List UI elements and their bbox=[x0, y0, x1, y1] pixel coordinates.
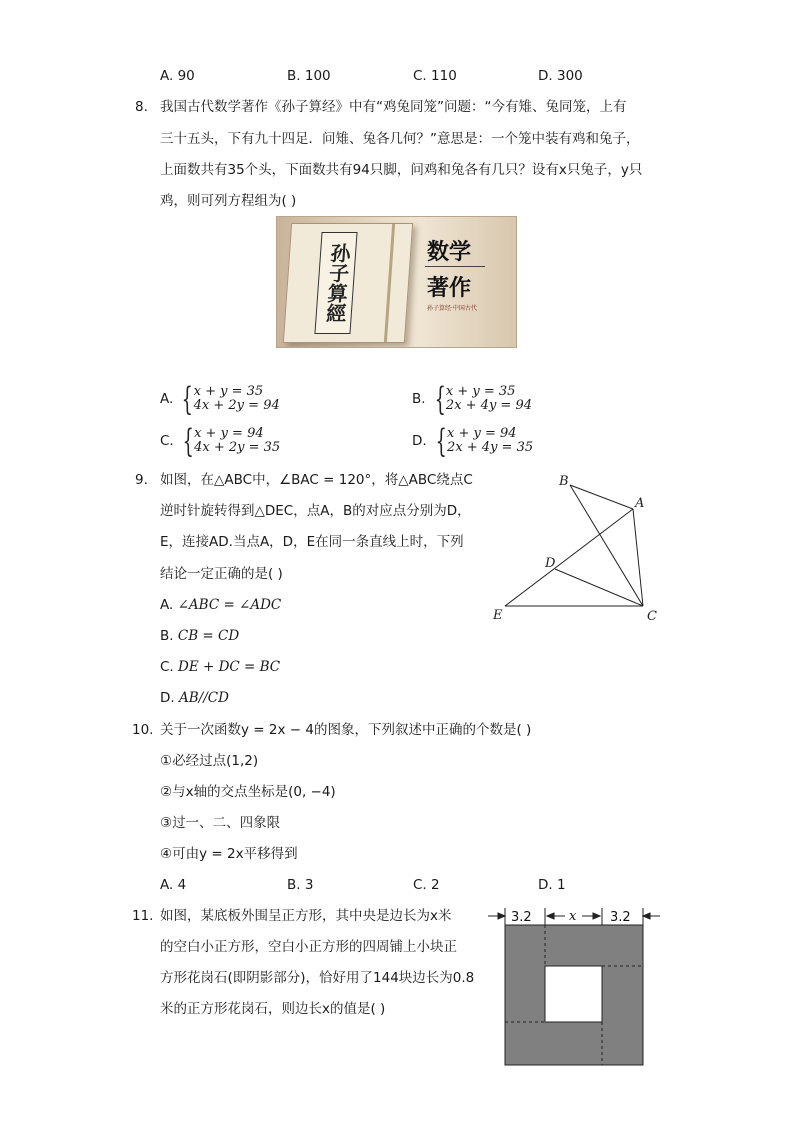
inner-blank-square bbox=[545, 966, 602, 1022]
segment-BA bbox=[570, 485, 633, 509]
arrow-left-icon bbox=[643, 913, 650, 919]
q10-option-b[interactable]: B. 3 bbox=[287, 877, 314, 893]
q8-stem-line-1: 我国古代数学著作《孙子算经》中有“鸡兔同笼”问题：“今有雉、兔同笼，上有 bbox=[160, 99, 627, 115]
label-B: B bbox=[559, 474, 569, 489]
brace-icon: { bbox=[434, 380, 446, 418]
q8-option-c[interactable]: C. { x + y = 94 4x + 2y = 35 bbox=[160, 422, 281, 460]
q8-option-b[interactable]: B. { x + y = 35 2x + 4y = 94 bbox=[412, 380, 532, 418]
q11-square-figure bbox=[485, 903, 665, 1070]
arrow-right-icon bbox=[498, 913, 505, 919]
q8-stem-line-2: 三十五头，下有九十四足．问雉、兔各几何？”意思是：一个笼中装有鸡和兔子， bbox=[160, 131, 640, 147]
q8-stem-line-3: 上面数共有35个头，下面数共有94只脚，问鸡和兔各有几只？设有x只兔子，y只 bbox=[160, 162, 643, 178]
q11-stem-line-3: 方形花岗石(即阴影部分)，恰好用了144块边长为0.8 bbox=[160, 970, 475, 986]
q10-number: 10. bbox=[132, 722, 154, 738]
label-A: A bbox=[635, 496, 645, 511]
q10-option-a[interactable]: A. 4 bbox=[160, 877, 187, 893]
book-title-box bbox=[314, 232, 357, 334]
q11-number: 11. bbox=[132, 908, 154, 924]
image-caption-divider bbox=[425, 266, 485, 267]
q10-option-d[interactable]: D. 1 bbox=[538, 877, 566, 893]
q9-option-c[interactable]: C. DE + DC = BC bbox=[160, 659, 281, 675]
brace-icon: { bbox=[435, 422, 447, 460]
q10-item-2: ②与x轴的交点坐标是(0, −4) bbox=[160, 784, 336, 800]
label-D: D bbox=[545, 556, 556, 571]
q9-stem-line-4: 结论一定正确的是( ) bbox=[160, 566, 283, 582]
q9-stem-line-1: 如图，在△ABC中，∠BAC = 120°，将△ABC绕点C bbox=[160, 472, 473, 488]
q10-item-1: ①必经过点(1,2) bbox=[160, 753, 259, 769]
label-E: E bbox=[493, 608, 503, 623]
q9-number: 9. bbox=[135, 472, 148, 488]
dim-label-left: 3.2 bbox=[511, 910, 532, 925]
brace-icon: { bbox=[181, 380, 194, 418]
label-C: C bbox=[647, 609, 657, 624]
q7-option-c[interactable]: C. 110 bbox=[413, 68, 457, 84]
q11-stem-line-1: 如图，某底板外围呈正方形，其中央是边长为x米 bbox=[160, 908, 452, 924]
image-caption-2: 著作 bbox=[427, 275, 472, 301]
q9-triangle-figure bbox=[485, 465, 675, 630]
q11-stem-line-4: 米的正方形花岗石，则边长x的值是( ) bbox=[160, 1001, 386, 1017]
q10-item-4: ④可由y = 2x平移得到 bbox=[160, 846, 298, 862]
dim-label-right: 3.2 bbox=[610, 910, 631, 925]
q11-stem-line-2: 的空白小正方形，空白小正方形的四周铺上小块正 bbox=[160, 939, 457, 955]
brace-icon: { bbox=[182, 422, 194, 460]
q7-option-b[interactable]: B. 100 bbox=[287, 68, 331, 84]
q7-option-d[interactable]: D. 300 bbox=[538, 68, 583, 84]
image-small-text: 孙子算经·中国古代 bbox=[427, 305, 477, 312]
q9-stem-line-2: 逆时针旋转得到△DEC，点A，B的对应点分别为D， bbox=[160, 503, 471, 519]
book-cover bbox=[283, 223, 413, 343]
q9-stem-line-3: E，连接AD.当点A，D，E在同一条直线上时，下列 bbox=[160, 534, 464, 550]
q7-option-a[interactable]: A. 90 bbox=[160, 68, 195, 84]
book-title: 孙子算經 bbox=[322, 243, 352, 323]
q8-stem-line-4: 鸡，则可列方程组为( ) bbox=[160, 193, 297, 209]
q9-option-b[interactable]: B. CB = CD bbox=[160, 628, 240, 644]
arrow-right-icon bbox=[593, 913, 600, 919]
segment-DC bbox=[555, 569, 643, 606]
book-spine-line bbox=[384, 224, 395, 342]
q8-option-d[interactable]: D. { x + y = 94 2x + 4y = 35 bbox=[412, 422, 534, 460]
dim-label-x: x bbox=[569, 909, 577, 924]
q10-item-3: ③过一、二、四象限 bbox=[160, 815, 281, 831]
arrow-left-icon bbox=[547, 913, 554, 919]
q10-stem: 关于一次函数y = 2x − 4的图象，下列叙述中正确的个数是( ) bbox=[160, 722, 532, 738]
sunzi-suanjing-image bbox=[276, 216, 517, 348]
image-caption-1: 数学 bbox=[427, 239, 472, 265]
q9-option-d[interactable]: D. AB//CD bbox=[160, 690, 229, 706]
q9-option-a[interactable]: A. ∠ABC = ∠ADC bbox=[160, 597, 282, 613]
q8-option-a[interactable]: A. { x + y = 35 4x + 2y = 94 bbox=[160, 380, 280, 418]
segment-BC bbox=[570, 485, 643, 606]
q8-number: 8. bbox=[135, 99, 148, 115]
q10-option-c[interactable]: C. 2 bbox=[413, 877, 440, 893]
